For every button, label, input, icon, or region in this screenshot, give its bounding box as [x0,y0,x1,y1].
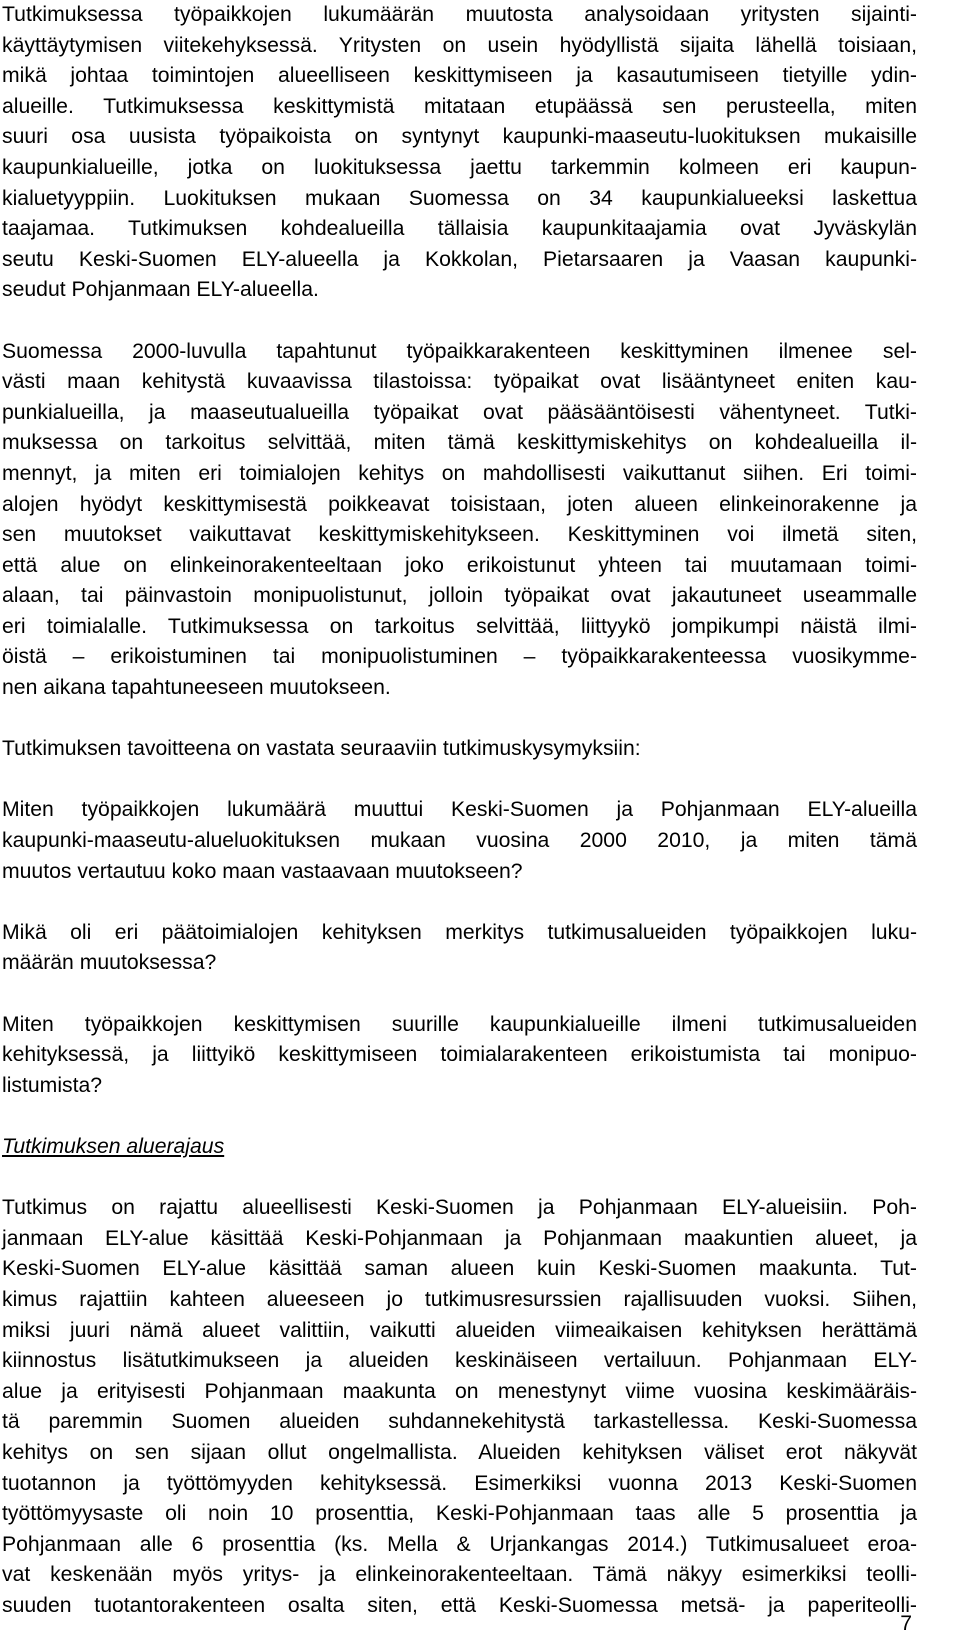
text-line: listumista? [2,1073,103,1097]
text-line: Pohjanmaan alle 6 prosenttia (ks. Mella & Urjankangas 2014.) Tutkimusalueet eroa- [2,1532,917,1556]
text-line: miksi juuri nämä alueet valittiin, vaikutti alueiden viimeaikaisen kehityksen herättämä [2,1318,917,1342]
text-line: västi maan kehitystä kuvaavissa tilastoissa: työpaikat ovat lisääntyneet eniten kau- [2,370,917,394]
section-heading: Tutkimuksen aluerajaus [2,1134,225,1158]
text-line: muutos vertautuu koko maan vastaavaan muutokseen? [2,859,523,883]
text-line: kehitys on sen sijaan ollut ongelmallista. Alueiden kehityksen väliset erot näkyvät [2,1440,917,1464]
text-line: tuotannon ja työttömyyden kehityksessä. Esimerkiksi vuonna 2013 Keski-Suomen [2,1471,917,1495]
paragraph-gap [2,765,917,796]
text-line: suuri osa uusista työpaikoista on syntynyt kaupunki-maaseutu-luokituksen mukaisille [2,125,917,149]
text-line: kimus rajattiin kahteen alueeseen jo tutkimusresurssien rajallisuuden vuoksi. Siihen, [2,1287,917,1311]
section-heading-wrapper [2,1132,917,1163]
text-line: mikä johtaa toimintojen alueelliseen keskittymiseen ja kasautumiseen tietyille ydin- [2,64,917,88]
text-line: seudut Pohjanmaan ELY-alueella. [2,278,319,302]
paragraph-gap [2,887,917,918]
research-question-2 [2,918,917,979]
text-line: Suomessa 2000-luvulla tapahtunut työpaikkarakenteen keskittyminen ilmenee sel- [2,339,917,363]
paragraph-gap [2,1163,917,1194]
text-line: mennyt, ja miten eri toimialojen kehitys on mahdollisesti vaikuttanut siihen. Eri toimi- [2,461,917,485]
text-line: eri toimialalle. Tutkimuksessa on tarkoitus selvittää, liittyykö jompikumpi näistä ilmi- [2,614,917,638]
paragraph-gap [2,979,917,1010]
text-line: muksessa on tarkoitus selvittää, miten tämä keskittymiskehitys on kohdealueilla il- [2,431,917,455]
text-line: tä paremmin Suomen alueiden suhdannekehitystä tarkastellessa. Keski-Suomessa [2,1410,917,1434]
text-line: punkialueilla, ja maaseutualueilla työpaikat ovat pääsääntöisesti vähentyneet. Tutki- [2,400,917,424]
paragraph-gap [2,704,917,735]
page-number: 7 [900,1612,912,1635]
text-line: kehityksessä, ja liittyikö keskittymiseen toimialarakenteen erikoistumista tai monipuo- [2,1043,917,1067]
text-line: taajamaa. Tutkimuksen kohdealueilla tällaisia kaupunkitaajamia ovat Jyväskylän [2,217,917,241]
paragraph-concentration [2,337,917,704]
text-line: suuden tuotantorakenteen osalta siten, että Keski-Suomessa metsä- ja paperiteolli- [2,1593,917,1617]
text-line: kaupunki-maaseutu-alueluokituksen mukaan vuosina 2000 2010, ja miten tämä [2,829,917,853]
text-line: öistä – erikoistuminen tai monipuolistuminen – työpaikkarakenteessa vuosikymme- [2,645,917,669]
paragraph-area-delimitation [2,1193,917,1621]
text-line: sen muutokset vaikuttavat keskittymiskehitykseen. Keskittyminen voi ilmetä siten, [2,523,917,547]
text-line: Tutkimus on rajattu alueellisesti Keski-Suomen ja Pohjanmaan ELY-alueisiin. Poh- [2,1196,917,1220]
text-line: Miten työpaikkojen keskittymisen suurille kaupunkialueille ilmeni tutkimusalueiden [2,1012,917,1036]
text-line: Mikä oli eri päätoimialojen kehityksen merkitys tutkimusalueiden työpaikkojen luku- [2,920,917,944]
text-line: kialuetyyppiin. Luokituksen mukaan Suomessa on 34 kaupunkialueeksi laskettua [2,186,917,210]
text-line: Tutkimuksen tavoitteena on vastata seuraaviin tutkimuskysymyksiin: [2,737,641,761]
text-line: määrän muutoksessa? [2,951,217,975]
text-line: alue ja erityisesti Pohjanmaan maakunta on menestynyt viime vuosina keskimääräis- [2,1379,917,1403]
paragraph-gap [2,306,917,337]
paragraph-framework [2,0,917,306]
text-line: nen aikana tapahtuneeseen muutokseen. [2,676,391,700]
research-question-3 [2,1010,917,1102]
text-line: alaan, tai päinvastoin monipuolistunut, jolloin työpaikat ovat jakautuneet useammalle [2,584,917,608]
paragraph-gap [2,1101,917,1132]
text-line: Keski-Suomen ELY-alue käsittää saman alueen kuin Keski-Suomen maakunta. Tut- [2,1257,917,1281]
text-line: janmaan ELY-alue käsittää Keski-Pohjanmaan ja Pohjanmaan maakuntien alueet, ja [2,1226,917,1250]
text-line: seutu Keski-Suomen ELY-alueella ja Kokkolan, Pietarsaaren ja Vaasan kaupunki- [2,247,917,271]
text-line: työttömyysaste oli noin 10 prosenttia, Keski-Pohjanmaan taas alle 5 prosenttia ja [2,1502,917,1526]
text-line: että alue on elinkeinorakenteeltaan joko erikoistunut yhteen tai muutamaan toimi- [2,553,917,577]
text-line: kiinnostus lisätutkimukseen ja alueiden keskinäiseen vertailuun. Pohjanmaan ELY- [2,1349,917,1373]
research-question-1 [2,795,917,887]
paragraph-research-aim [2,734,917,765]
text-line: vat keskenään myös yritys- ja elinkeinorakenteeltaan. Tämä näkyy esimerkiksi teolli- [2,1563,917,1587]
text-line: alojen hyödyt keskittymisestä poikkeavat toisistaan, joten alueen elinkeinorakenne ja [2,492,917,516]
text-line: kaupunkialueille, jotka on luokituksessa jaettu tarkemmin kolmeen eri kaupun- [2,155,917,179]
text-line: alueille. Tutkimuksessa keskittymistä mitataan etupäässä sen perusteella, miten [2,94,917,118]
text-line: Tutkimuksessa työpaikkojen lukumäärän muutosta analysoidaan yritysten sijainti- [2,3,917,26]
text-line: käyttäytymisen viitekehyksessä. Yritysten on usein hyödyllistä sijaita lähellä toisiaan, [2,33,917,57]
text-line: Miten työpaikkojen lukumäärä muuttui Keski-Suomen ja Pohjanmaan ELY-alueilla [2,798,917,822]
